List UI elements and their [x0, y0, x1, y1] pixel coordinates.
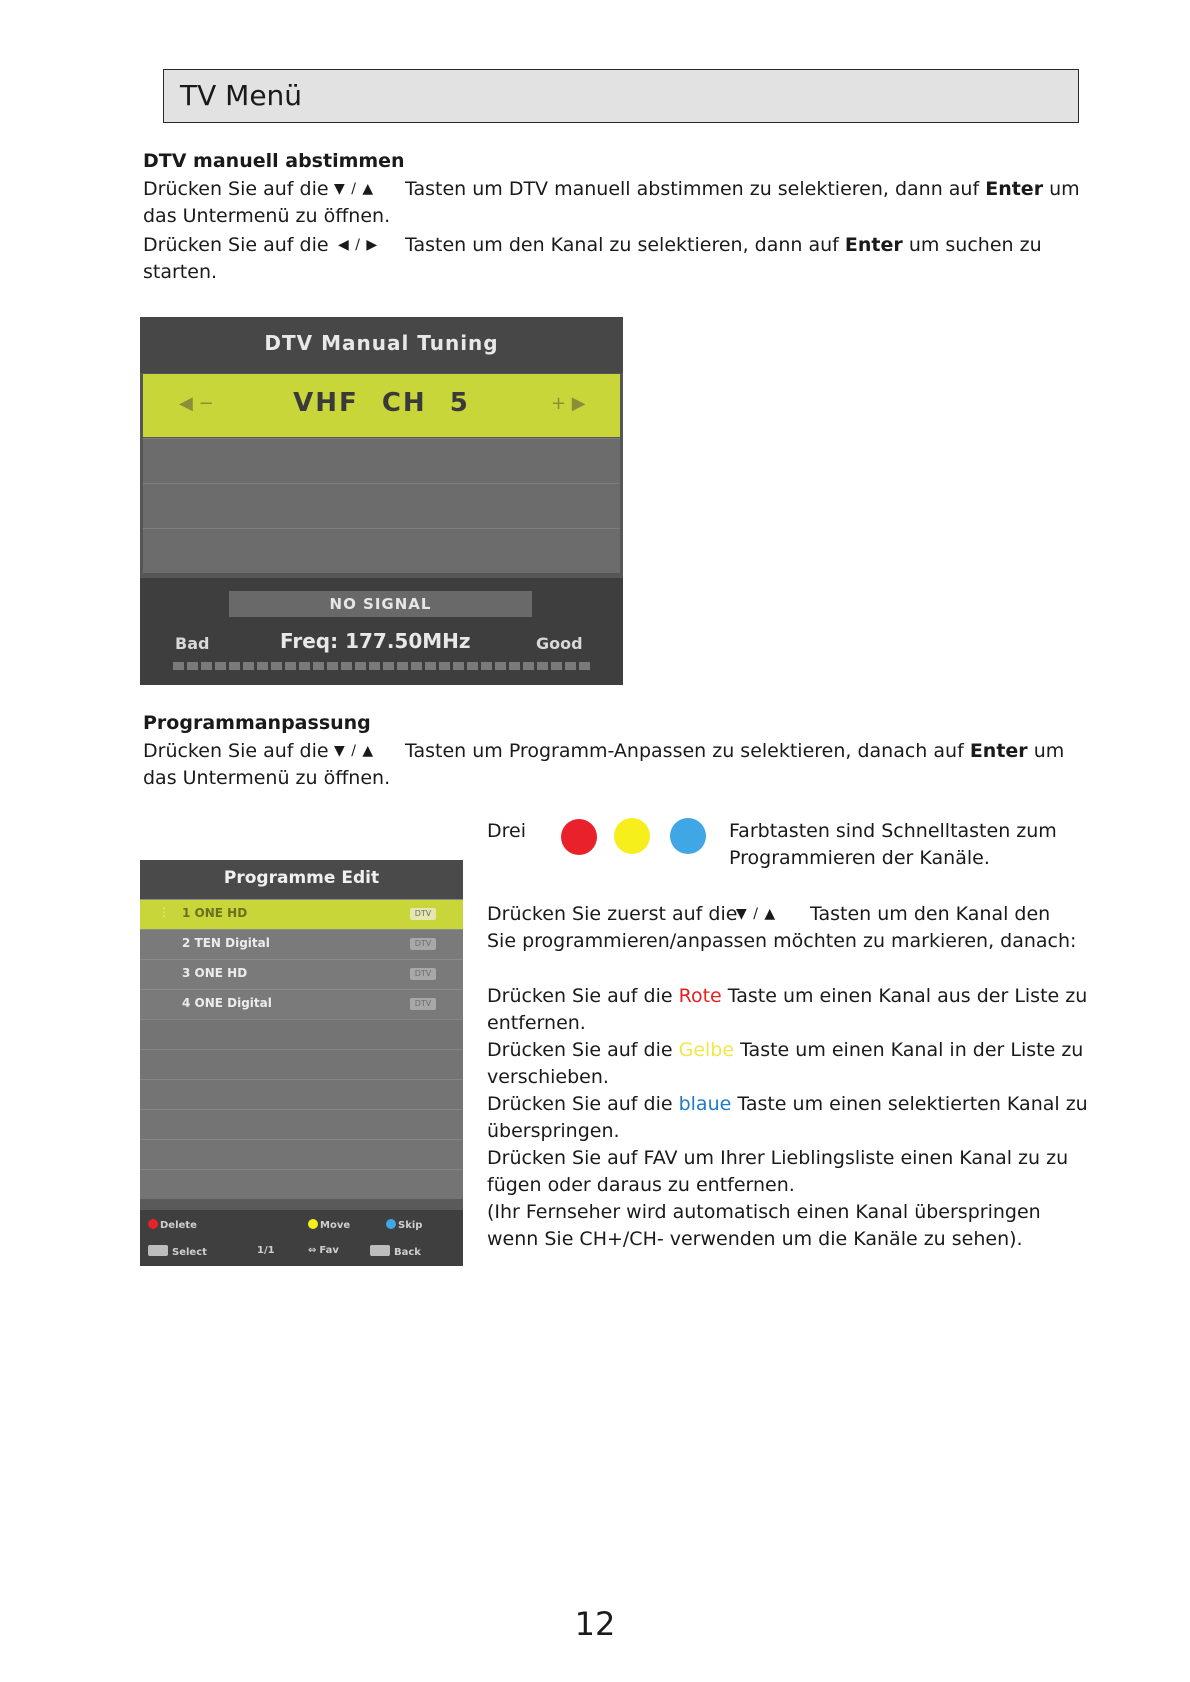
down-up-arrow-icons: ▼ / ▲ — [334, 743, 375, 759]
pe-footer — [140, 1210, 463, 1266]
dtv-badge: DTV — [410, 998, 436, 1010]
dtv-channel-selector — [143, 374, 620, 437]
dtv-channel: VHF CH 5 — [293, 388, 470, 418]
text-line: wenn Sie CH+/CH- verwenden um die Kanäle zu sehen). — [487, 1228, 1023, 1250]
dtv-badge: DTV — [410, 908, 436, 920]
text-line: Programmieren der Kanäle. — [729, 847, 990, 869]
left-right-arrow-icons: ◀ / ▶ — [338, 237, 379, 253]
signal-meter — [173, 662, 591, 670]
back-hint: Back — [370, 1245, 421, 1258]
text-line: (Ihr Fernseher wird automatisch einen Kanal überspringen — [487, 1201, 1041, 1223]
dtv-titlebar — [140, 317, 623, 373]
empty-row — [140, 1109, 463, 1139]
channel-label: 2 TEN Digital — [182, 936, 270, 950]
pe-title: Programme Edit — [223, 868, 380, 888]
text-line: Tasten um den Kanal den — [810, 903, 1051, 925]
bad-label: Bad — [175, 634, 210, 653]
dtv-badge: DTV — [410, 968, 436, 980]
channel-label: 4 ONE Digital — [182, 996, 272, 1010]
red-dot-icon — [148, 1219, 158, 1229]
blue-dot-icon — [386, 1219, 396, 1229]
text-line: Sie programmieren/anpassen möchten zu markieren, danach: — [487, 930, 1077, 952]
channel-label: 3 ONE HD — [182, 966, 248, 980]
down-up-arrow-icons: ▼ / ▲ — [334, 181, 375, 197]
dtv-badge: DTV — [410, 938, 436, 950]
text-line: fügen oder daraus zu entfernen. — [487, 1174, 795, 1196]
text-line: das Untermenü zu öffnen. — [143, 205, 391, 227]
text-line: starten. — [143, 261, 218, 283]
frequency-readout: Freq: 177.50MHz — [280, 629, 471, 653]
select-hint: Select — [148, 1245, 207, 1258]
signal-status: NO SIGNAL — [329, 595, 432, 613]
menu-key-icon — [370, 1245, 390, 1256]
move-handle-icon: ⋮ — [158, 905, 170, 919]
list-item — [140, 929, 463, 959]
text-line: verschieben. — [487, 1066, 609, 1088]
drei-label: Drei — [487, 820, 526, 842]
text-line: Tasten um Programm-Anpassen zu selektieren, danach auf Enter um — [405, 740, 1065, 762]
blue-key-icon — [670, 818, 706, 854]
dtv-title: DTV Manual Tuning — [264, 331, 499, 355]
fav-hint: ⇔ Fav — [308, 1245, 339, 1256]
text-line: Drücken Sie auf die blaue Taste um einen selektierten Kanal zu — [487, 1093, 1088, 1115]
section-heading-dtv: DTV manuell abstimmen — [143, 150, 405, 172]
text-line: Tasten um DTV manuell abstimmen zu selektieren, dann auf Enter um — [405, 178, 1080, 200]
red-key-icon — [561, 819, 597, 855]
section-heading-programme: Programmanpassung — [143, 712, 371, 734]
text-line: Drücken Sie auf die Gelbe Taste um einen Kanal in der Liste zu — [487, 1039, 1084, 1061]
move-hint: Move — [308, 1219, 350, 1231]
text-line: überspringen. — [487, 1120, 620, 1142]
empty-row — [140, 1139, 463, 1169]
empty-row — [140, 1169, 463, 1199]
page-title: TV Menü — [180, 79, 303, 112]
empty-row — [140, 1049, 463, 1079]
text-line: Drücken Sie auf FAV um Ihrer Lieblingsliste einen Kanal zu zu — [487, 1147, 1069, 1169]
down-up-arrow-icons: ▼ / ▲ — [736, 906, 777, 922]
dtv-manual-tuning-screenshot — [140, 317, 623, 685]
header-box — [163, 69, 1079, 123]
list-item — [140, 899, 463, 929]
text-line: Drücken Sie auf die — [143, 234, 329, 256]
dtv-empty-row — [143, 483, 620, 528]
fav-key-icon: ⇔ — [308, 1245, 317, 1256]
skip-hint: Skip — [386, 1219, 422, 1231]
page-indicator: 1/1 — [257, 1245, 275, 1256]
text-line: Tasten um den Kanal zu selektieren, dann auf Enter um suchen zu — [405, 234, 1042, 256]
dtv-empty-row — [143, 528, 620, 573]
text-line: das Untermenü zu öffnen. — [143, 767, 391, 789]
list-item — [140, 959, 463, 989]
ok-key-icon — [148, 1245, 168, 1256]
page-number: 12 — [574, 1605, 616, 1643]
dtv-empty-row — [143, 438, 620, 483]
text-line: Drücken Sie auf die — [143, 178, 329, 200]
yellow-key-icon — [614, 818, 650, 854]
text-line: Drücken Sie zuerst auf die — [487, 903, 738, 925]
yellow-dot-icon — [308, 1219, 318, 1229]
signal-status-box — [229, 591, 532, 617]
right-arrow-icon: + ▶ — [551, 393, 586, 414]
empty-row — [140, 1079, 463, 1109]
text-line: Drücken Sie auf die — [143, 740, 329, 762]
pe-titlebar — [140, 860, 463, 899]
left-arrow-icon: ◀ − — [179, 393, 214, 414]
text-line: Farbtasten sind Schnelltasten zum — [729, 820, 1057, 842]
empty-row — [140, 1019, 463, 1049]
delete-hint: Delete — [148, 1219, 197, 1231]
list-item — [140, 989, 463, 1019]
text-line: Drücken Sie auf die Rote Taste um einen Kanal aus der Liste zu — [487, 985, 1088, 1007]
good-label: Good — [536, 634, 583, 653]
text-line: entfernen. — [487, 1012, 586, 1034]
dtv-signal-panel — [140, 578, 623, 685]
programme-edit-screenshot — [140, 860, 463, 1266]
channel-label: 1 ONE HD — [182, 906, 248, 920]
